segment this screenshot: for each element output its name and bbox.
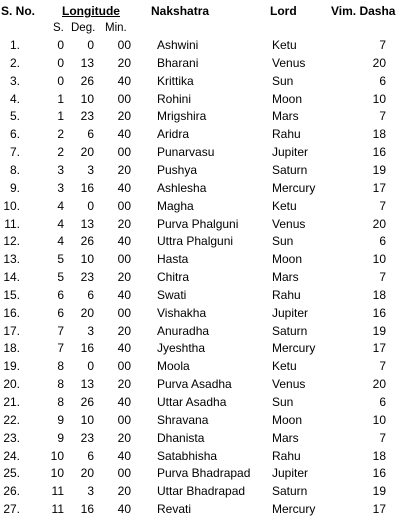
row-serial-number: 18.	[3, 341, 20, 356]
row-minute: 00	[117, 38, 131, 52]
row-lord: Sun	[272, 234, 294, 249]
row-serial-number: 20.	[3, 377, 20, 392]
row-sign: 6	[57, 305, 64, 320]
row-vim-dasha: 17	[372, 180, 386, 195]
subheader-s: S.	[53, 22, 64, 34]
table-row	[0, 376, 401, 393]
row-nakshatra: Uttar Asadha	[157, 395, 227, 409]
row-serial-number: 21.	[3, 395, 20, 409]
row-nakshatra: Hasta	[157, 252, 189, 267]
row-sign: 5	[57, 270, 64, 285]
row-minute: 00	[117, 198, 131, 213]
row-lord: Mercury	[272, 502, 316, 517]
subheader-deg: Deg.	[71, 22, 96, 34]
table-row	[0, 37, 401, 54]
table-row	[0, 358, 401, 375]
row-serial-number: 13.	[3, 252, 20, 267]
row-degree: 3	[87, 323, 94, 338]
row-lord: Moon	[272, 252, 303, 267]
row-vim-dasha: 18	[372, 287, 386, 302]
row-serial-number: 9.	[9, 180, 20, 195]
table-row	[0, 412, 401, 429]
row-vim-dasha: 20	[372, 55, 386, 70]
row-sign: 10	[50, 448, 64, 463]
row-serial-number: 24.	[3, 448, 20, 463]
row-minute: 40	[117, 73, 131, 88]
row-sign: 2	[57, 145, 64, 160]
row-lord: Mars	[272, 270, 299, 285]
table-row	[0, 73, 401, 90]
row-minute: 20	[117, 216, 131, 231]
row-vim-dasha: 7	[379, 38, 386, 52]
row-sign: 8	[57, 377, 64, 392]
row-minute: 00	[117, 252, 131, 267]
row-nakshatra: Shravana	[157, 412, 209, 427]
row-degree: 10	[80, 91, 94, 106]
row-sign: 5	[57, 252, 64, 267]
row-serial-number: 3.	[9, 73, 20, 88]
row-serial-number: 7.	[9, 145, 20, 160]
row-nakshatra: Revati	[157, 502, 192, 517]
row-nakshatra: Purva Asadha	[157, 377, 232, 392]
row-vim-dasha: 7	[379, 430, 386, 445]
row-serial-number: 11.	[4, 216, 20, 231]
row-sign: 11	[51, 484, 64, 499]
row-serial-number: 6.	[9, 127, 20, 142]
row-minute: 40	[117, 127, 131, 142]
table-row	[0, 233, 401, 250]
row-nakshatra: Bharani	[157, 55, 199, 70]
row-serial-number: 10.	[3, 198, 20, 213]
row-lord: Moon	[272, 91, 303, 106]
row-degree: 20	[80, 466, 94, 481]
row-lord: Saturn	[272, 484, 308, 499]
row-sign: 4	[57, 234, 64, 249]
row-vim-dasha: 6	[379, 395, 386, 409]
row-serial-number: 23.	[3, 430, 20, 445]
row-nakshatra: Vishakha	[157, 305, 207, 320]
row-lord: Ketu	[272, 198, 297, 213]
row-degree: 26	[80, 73, 94, 88]
row-sign: 3	[57, 162, 64, 177]
row-nakshatra: Jyeshtha	[157, 341, 206, 356]
row-lord: Saturn	[272, 162, 308, 177]
row-vim-dasha: 16	[372, 466, 386, 481]
table-row	[0, 465, 401, 482]
row-serial-number: 8.	[9, 162, 20, 177]
row-sign: 10	[50, 466, 64, 481]
row-degree: 13	[80, 216, 94, 231]
row-minute: 20	[117, 55, 131, 70]
table-row	[0, 216, 401, 233]
table-row	[0, 251, 401, 268]
row-vim-dasha: 6	[379, 73, 386, 88]
row-vim-dasha: 7	[379, 359, 386, 374]
row-minute: 20	[117, 109, 131, 124]
row-degree: 20	[80, 305, 94, 320]
row-vim-dasha: 18	[372, 448, 386, 463]
row-sign: 7	[57, 341, 64, 356]
row-nakshatra: Anuradha	[157, 323, 210, 338]
row-sign: 3	[57, 180, 64, 195]
row-lord: Venus	[272, 55, 306, 70]
row-sign: 2	[57, 127, 64, 142]
table-row	[0, 55, 401, 72]
row-vim-dasha: 6	[379, 234, 386, 249]
row-minute: 00	[117, 359, 131, 374]
row-serial-number: 5.	[9, 109, 20, 124]
row-degree: 10	[80, 412, 94, 427]
row-sign: 0	[57, 73, 64, 88]
row-degree: 23	[80, 270, 94, 285]
table-row	[0, 269, 401, 286]
row-degree: 23	[80, 109, 94, 124]
row-vim-dasha: 19	[372, 162, 386, 177]
row-degree: 26	[80, 395, 94, 409]
row-lord: Sun	[272, 73, 294, 88]
row-lord: Rahu	[272, 287, 301, 302]
table-row	[0, 394, 401, 411]
row-lord: Venus	[272, 216, 306, 231]
row-vim-dasha: 17	[372, 502, 386, 517]
header-lord: Lord	[270, 4, 297, 18]
table-row	[0, 144, 401, 161]
row-nakshatra: Swati	[157, 287, 187, 302]
row-nakshatra: Punarvasu	[157, 145, 215, 160]
row-nakshatra: Ashlesha	[157, 180, 207, 195]
header-nakshatra: Nakshatra	[151, 4, 210, 18]
table-row	[0, 91, 401, 108]
row-degree: 26	[80, 234, 94, 249]
row-sign: 9	[57, 412, 64, 427]
row-serial-number: 4.	[9, 91, 20, 106]
row-degree: 0	[87, 198, 94, 213]
row-vim-dasha: 16	[372, 145, 386, 160]
subheader-min: Min.	[105, 22, 127, 34]
row-sign: 8	[57, 359, 64, 374]
table-row	[0, 287, 401, 304]
row-minute: 40	[117, 180, 131, 195]
row-vim-dasha: 18	[372, 127, 386, 142]
row-vim-dasha: 10	[372, 412, 386, 427]
row-minute: 00	[117, 145, 131, 160]
row-minute: 00	[117, 305, 131, 320]
row-minute: 40	[117, 287, 131, 302]
row-minute: 00	[117, 91, 131, 106]
row-serial-number: 19.	[3, 359, 20, 374]
row-serial-number: 25.	[3, 466, 20, 481]
row-nakshatra: Chitra	[157, 270, 190, 285]
row-sign: 11	[51, 502, 64, 517]
row-minute: 20	[117, 377, 131, 392]
table-row	[0, 430, 401, 447]
row-lord: Ketu	[272, 38, 297, 52]
header-sno: S. No.	[1, 4, 36, 18]
row-lord: Jupiter	[272, 466, 309, 481]
row-sign: 0	[57, 38, 64, 52]
row-minute: 20	[117, 270, 131, 285]
table-row	[0, 323, 401, 340]
row-serial-number: 27.	[3, 502, 20, 517]
table-row	[0, 108, 401, 125]
row-serial-number: 16.	[3, 305, 20, 320]
row-sign: 7	[57, 323, 64, 338]
table-row	[0, 126, 401, 143]
row-nakshatra: Pushya	[157, 162, 198, 177]
row-nakshatra: Aridra	[157, 127, 190, 142]
row-degree: 3	[87, 162, 94, 177]
row-lord: Mars	[272, 430, 299, 445]
row-lord: Mercury	[272, 341, 316, 356]
table-row	[0, 180, 401, 197]
row-nakshatra: Purva Phalguni	[157, 216, 239, 231]
row-nakshatra: Ashwini	[157, 38, 199, 52]
row-degree: 0	[87, 359, 94, 374]
row-nakshatra: Mrigshira	[157, 109, 207, 124]
row-vim-dasha: 20	[372, 216, 386, 231]
row-sign: 9	[57, 430, 64, 445]
header-vim-dasha: Vim. Dasha	[331, 4, 396, 18]
row-serial-number: 1.	[9, 38, 20, 52]
row-sign: 1	[57, 91, 64, 106]
row-degree: 6	[87, 287, 94, 302]
row-nakshatra: Magha	[157, 198, 194, 213]
row-minute: 00	[117, 412, 131, 427]
row-lord: Rahu	[272, 127, 301, 142]
row-nakshatra: Rohini	[157, 91, 192, 106]
row-nakshatra: Moola	[157, 359, 190, 374]
row-lord: Jupiter	[272, 145, 309, 160]
row-minute: 20	[117, 323, 131, 338]
row-sign: 8	[57, 395, 64, 409]
row-minute: 20	[117, 162, 131, 177]
row-serial-number: 2.	[9, 55, 20, 70]
row-vim-dasha: 7	[379, 270, 386, 285]
row-degree: 0	[87, 38, 94, 52]
row-degree: 6	[87, 127, 94, 142]
row-nakshatra: Purva Bhadrapad	[157, 466, 251, 481]
row-serial-number: 15.	[3, 287, 20, 302]
row-vim-dasha: 16	[372, 305, 386, 320]
row-lord: Venus	[272, 377, 306, 392]
row-sign: 4	[57, 198, 64, 213]
row-serial-number: 14.	[3, 270, 20, 285]
table-row	[0, 305, 401, 322]
row-nakshatra: Dhanista	[157, 430, 205, 445]
table-row	[0, 448, 401, 465]
row-minute: 40	[117, 448, 131, 463]
row-serial-number: 17.	[3, 323, 20, 338]
row-lord: Ketu	[272, 359, 297, 374]
row-minute: 00	[117, 466, 131, 481]
row-degree: 10	[80, 252, 94, 267]
table-row	[0, 198, 401, 215]
row-lord: Mercury	[272, 180, 316, 195]
row-vim-dasha: 10	[372, 252, 386, 267]
row-degree: 13	[80, 377, 94, 392]
row-sign: 1	[57, 109, 64, 124]
row-lord: Rahu	[272, 448, 301, 463]
table-row	[0, 483, 401, 500]
header-longitude: Longitude	[62, 4, 120, 18]
row-lord: Sun	[272, 395, 294, 409]
row-vim-dasha: 20	[372, 377, 386, 392]
row-vim-dasha: 7	[379, 109, 386, 124]
row-minute: 40	[117, 341, 131, 356]
row-serial-number: 26.	[3, 484, 20, 499]
row-lord: Jupiter	[272, 305, 309, 320]
row-vim-dasha: 19	[372, 323, 386, 338]
row-sign: 4	[57, 216, 64, 231]
row-degree: 16	[80, 502, 94, 517]
row-nakshatra: Uttra Phalguni	[157, 234, 234, 249]
table-row	[0, 162, 401, 179]
row-sign: 0	[57, 55, 64, 70]
row-nakshatra: Uttar Bhadrapad	[157, 484, 246, 499]
row-degree: 16	[80, 180, 94, 195]
row-vim-dasha: 19	[372, 484, 386, 499]
table-row	[0, 501, 401, 518]
row-sign: 6	[57, 287, 64, 302]
row-lord: Mars	[272, 109, 299, 124]
row-vim-dasha: 17	[372, 341, 386, 356]
row-degree: 16	[80, 341, 94, 356]
row-degree: 20	[80, 145, 94, 160]
row-minute: 20	[117, 430, 131, 445]
row-vim-dasha: 7	[379, 198, 386, 213]
row-serial-number: 22.	[3, 412, 20, 427]
row-serial-number: 12.	[3, 234, 20, 249]
row-vim-dasha: 10	[372, 91, 386, 106]
table-row	[0, 340, 401, 357]
row-minute: 40	[117, 234, 131, 249]
row-minute: 40	[117, 395, 131, 409]
row-nakshatra: Krittika	[157, 73, 194, 88]
row-degree: 13	[80, 55, 94, 70]
row-minute: 20	[117, 484, 131, 499]
row-lord: Saturn	[272, 323, 308, 338]
row-minute: 40	[117, 502, 131, 517]
row-degree: 23	[80, 430, 94, 445]
row-degree: 3	[87, 484, 94, 499]
row-nakshatra: Satabhisha	[157, 448, 218, 463]
row-degree: 6	[87, 448, 94, 463]
row-lord: Moon	[272, 412, 303, 427]
